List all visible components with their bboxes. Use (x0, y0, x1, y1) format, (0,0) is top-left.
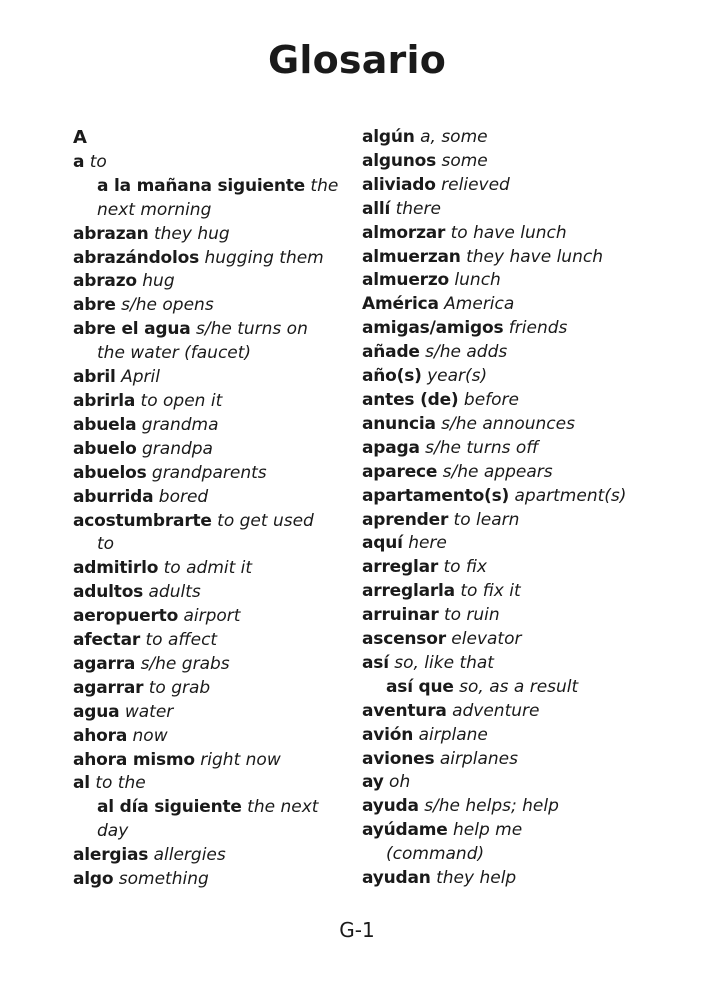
glossary-entry (362, 532, 652, 556)
glossary-entry (362, 819, 652, 843)
glossary-column-left (73, 126, 373, 892)
glossary-definition: to have lunch (450, 222, 567, 243)
section-letter-label: A (73, 127, 87, 148)
glossary-entry (362, 389, 652, 413)
glossary-entry (73, 653, 373, 677)
glossary-column-right (362, 126, 652, 891)
glossary-definition: right now (200, 749, 281, 770)
glossary-definition: to grab (148, 677, 211, 698)
glossary-term: antes (de) (362, 389, 459, 410)
glossary-entry (73, 510, 373, 534)
glossary-entry (362, 437, 652, 461)
glossary-term: apartamento(s) (362, 485, 510, 506)
glossary-entry (73, 294, 373, 318)
glossary-term: a la mañana siguiente (97, 175, 305, 196)
glossary-definition: adults (148, 582, 201, 603)
glossary-term: avión (362, 724, 414, 745)
glossary-term: aviones (362, 748, 435, 769)
glossary-definition: here (408, 533, 447, 554)
glossary-definition: friends (508, 318, 568, 339)
glossary-term: aquí (362, 533, 403, 554)
glossary-definition: help me (453, 820, 523, 841)
glossary-definition: the next (247, 797, 319, 818)
glossary-entry (362, 293, 652, 317)
glossary-term: agarra (73, 653, 136, 674)
glossary-term: algún (362, 127, 415, 147)
glossary-entry (362, 771, 652, 795)
glossary-definition: to admit it (163, 558, 253, 579)
glossary-term: ahora (73, 725, 128, 746)
glossary-entry (73, 796, 373, 820)
glossary-entry (362, 748, 652, 772)
glossary-definition: to learn (453, 509, 520, 530)
glossary-entry (362, 795, 652, 819)
glossary-term: ay (362, 772, 384, 793)
glossary-entry (362, 269, 652, 293)
glossary-definition: airplane (418, 724, 488, 745)
glossary-term: afectar (73, 630, 141, 651)
glossary-entry (362, 628, 652, 652)
glossary-entry (73, 462, 373, 486)
glossary-entry (362, 700, 652, 724)
glossary-term: abril (73, 367, 116, 388)
glossary-term: acostumbrarte (73, 510, 212, 531)
glossary-entry (362, 246, 652, 270)
glossary-definition: they help (436, 868, 517, 889)
glossary-term: abre el agua (73, 319, 191, 340)
page-number: G-1 (339, 918, 375, 942)
glossary-definition: to the (95, 773, 146, 794)
glossary-definition: s/he turns off (425, 437, 539, 458)
glossary-term: almuerzo (362, 270, 450, 291)
glossary-entry (73, 605, 373, 629)
section-letter (73, 126, 373, 151)
glossary-entry (362, 413, 652, 437)
glossary-term: algo (73, 869, 114, 890)
glossary-entry (362, 724, 652, 748)
glossary-term: aparece (362, 461, 438, 482)
glossary-entry (362, 509, 652, 533)
glossary-definition: hugging them (204, 247, 324, 268)
glossary-entry (362, 652, 652, 676)
glossary-entry (362, 676, 652, 700)
glossary-term: abrazo (73, 271, 137, 292)
glossary-entry (73, 820, 373, 844)
glossary-definition: they hug (153, 223, 230, 244)
glossary-term: abrirla (73, 390, 136, 411)
glossary-definition: next morning (97, 199, 212, 220)
glossary-entry (362, 461, 652, 485)
glossary-term: América (362, 294, 439, 315)
glossary-term: abuelo (73, 438, 137, 459)
glossary-entry (73, 486, 373, 510)
glossary-definition: apartment(s) (514, 485, 627, 506)
glossary-definition: before (463, 389, 520, 410)
glossary-entry (362, 604, 652, 628)
glossary-definition: s/he turns on (195, 319, 308, 340)
glossary-entry (362, 580, 652, 604)
glossary-definition: so, as a result (459, 676, 579, 697)
glossary-entry (73, 772, 373, 796)
glossary-term: amigas/amigos (362, 318, 504, 339)
glossary-entry (362, 843, 652, 867)
glossary-entry (73, 629, 373, 653)
glossary-term: añade (362, 342, 420, 363)
glossary-entry (73, 414, 373, 438)
glossary-definition: April (121, 367, 160, 388)
glossary-definition: airplanes (439, 748, 518, 769)
glossary-entry (73, 557, 373, 581)
glossary-entry (73, 199, 373, 223)
glossary-definition: oh (389, 772, 411, 793)
glossary-entry (362, 485, 652, 509)
glossary-definition: to get used (217, 510, 314, 531)
glossary-entry (73, 151, 373, 175)
glossary-definition: grandpa (142, 438, 213, 459)
glossary-definition: now (132, 725, 168, 746)
glossary-entry (362, 126, 652, 150)
glossary-entry (362, 150, 652, 174)
glossary-entry (73, 270, 373, 294)
glossary-entry (362, 174, 652, 198)
glossary-definition: water (124, 701, 174, 722)
glossary-definition: there (395, 198, 441, 219)
glossary-definition: to fix it (460, 581, 521, 602)
glossary-term: ayuda (362, 796, 419, 817)
glossary-term: así (362, 652, 389, 673)
glossary-entry (362, 556, 652, 580)
glossary-definition: some (441, 150, 488, 171)
glossary-term: agua (73, 701, 120, 722)
glossary-entry (362, 341, 652, 365)
glossary-term: ahora mismo (73, 749, 195, 770)
glossary-definition: s/he announces (441, 413, 575, 434)
glossary-definition: to fix (443, 557, 487, 578)
glossary-term: anuncia (362, 413, 436, 434)
glossary-term: alergias (73, 845, 149, 866)
glossary-term: ayudan (362, 868, 431, 889)
glossary-entry (73, 844, 373, 868)
glossary-term: arruinar (362, 605, 439, 626)
glossary-entry (73, 749, 373, 773)
glossary-term: abrazan (73, 223, 149, 244)
glossary-term: al día siguiente (97, 797, 242, 818)
glossary-entry (362, 365, 652, 389)
glossary-entry (73, 247, 373, 271)
glossary-definition: to (89, 151, 107, 172)
glossary-definition: allergies (153, 845, 226, 866)
glossary-term: adultos (73, 582, 144, 603)
glossary-definition: so, like that (394, 652, 494, 673)
glossary-definition: something (118, 869, 209, 890)
glossary-entry (73, 581, 373, 605)
glossary-definition: the (310, 175, 339, 196)
glossary-definition: s/he helps; help (424, 796, 559, 817)
glossary-term: arreglar (362, 557, 439, 578)
glossary-definition: s/he adds (425, 342, 508, 363)
glossary-definition: grandma (141, 414, 219, 435)
glossary-term: abre (73, 295, 116, 316)
glossary-entry (73, 175, 373, 199)
glossary-definition: (command) (386, 844, 485, 865)
glossary-definition: to ruin (443, 605, 500, 626)
glossary-entry (73, 725, 373, 749)
glossary-definition: relieved (441, 174, 510, 195)
glossary-term: agarrar (73, 677, 144, 698)
glossary-definition: year(s) (427, 366, 488, 387)
glossary-term: almorzar (362, 222, 446, 243)
glossary-term: aventura (362, 700, 447, 721)
glossary-definition: s/he opens (121, 295, 214, 316)
glossary-term: aeropuerto (73, 606, 179, 627)
glossary-entry (73, 868, 373, 892)
glossary-entry (73, 390, 373, 414)
glossary-definition: bored (158, 486, 209, 507)
glossary-definition: they have lunch (466, 246, 603, 267)
glossary-term: apaga (362, 437, 420, 458)
glossary-definition: s/he appears (442, 461, 553, 482)
glossary-definition: to affect (145, 630, 218, 651)
glossary-term: a (73, 151, 85, 172)
glossary-entry (362, 867, 652, 891)
glossary-definition: hug (142, 271, 175, 292)
glossary-definition: America (444, 294, 515, 315)
glossary-definition: adventure (452, 700, 540, 721)
glossary-definition: airport (183, 606, 241, 627)
glossary-term: año(s) (362, 366, 422, 387)
glossary-definition: s/he grabs (140, 653, 230, 674)
glossary-entry (73, 677, 373, 701)
glossary-definition: a, some (420, 127, 488, 147)
glossary-term: algunos (362, 150, 437, 171)
glossary-entry (362, 222, 652, 246)
glossary-definition: grandparents (151, 462, 267, 483)
glossary-term: arreglarla (362, 581, 455, 602)
glossary-definition: lunch (454, 270, 501, 291)
glossary-entry (73, 438, 373, 462)
glossary-term: ascensor (362, 629, 446, 650)
glossary-term: aprender (362, 509, 449, 530)
glossary-term: abuelos (73, 462, 147, 483)
glossary-term: almuerzan (362, 246, 461, 267)
glossary-definition: the water (faucet) (97, 343, 252, 364)
glossary-term: al (73, 773, 90, 794)
glossary-entry (73, 366, 373, 390)
glossary-definition: to (97, 534, 115, 555)
glossary-definition: to open it (140, 390, 223, 411)
glossary-entry (73, 223, 373, 247)
glossary-definition: elevator (451, 629, 522, 650)
glossary-entry (362, 198, 652, 222)
glossary-term: aliviado (362, 174, 436, 195)
glossary-entry (73, 318, 373, 342)
glossary-term: ayúdame (362, 820, 448, 841)
glossary-term: allí (362, 198, 391, 219)
glossary-term: aburrida (73, 486, 154, 507)
glossary-term: admitirlo (73, 558, 159, 579)
glossary-term: así que (386, 676, 454, 697)
glossary-entry (73, 533, 373, 557)
page-title: Glosario (267, 38, 447, 82)
glossary-entry (73, 342, 373, 366)
glossary-term: abuela (73, 414, 137, 435)
glossary-entry (362, 317, 652, 341)
glossary-entry (73, 701, 373, 725)
glossary-term: abrazándolos (73, 247, 200, 268)
glossary-definition: day (97, 821, 129, 842)
